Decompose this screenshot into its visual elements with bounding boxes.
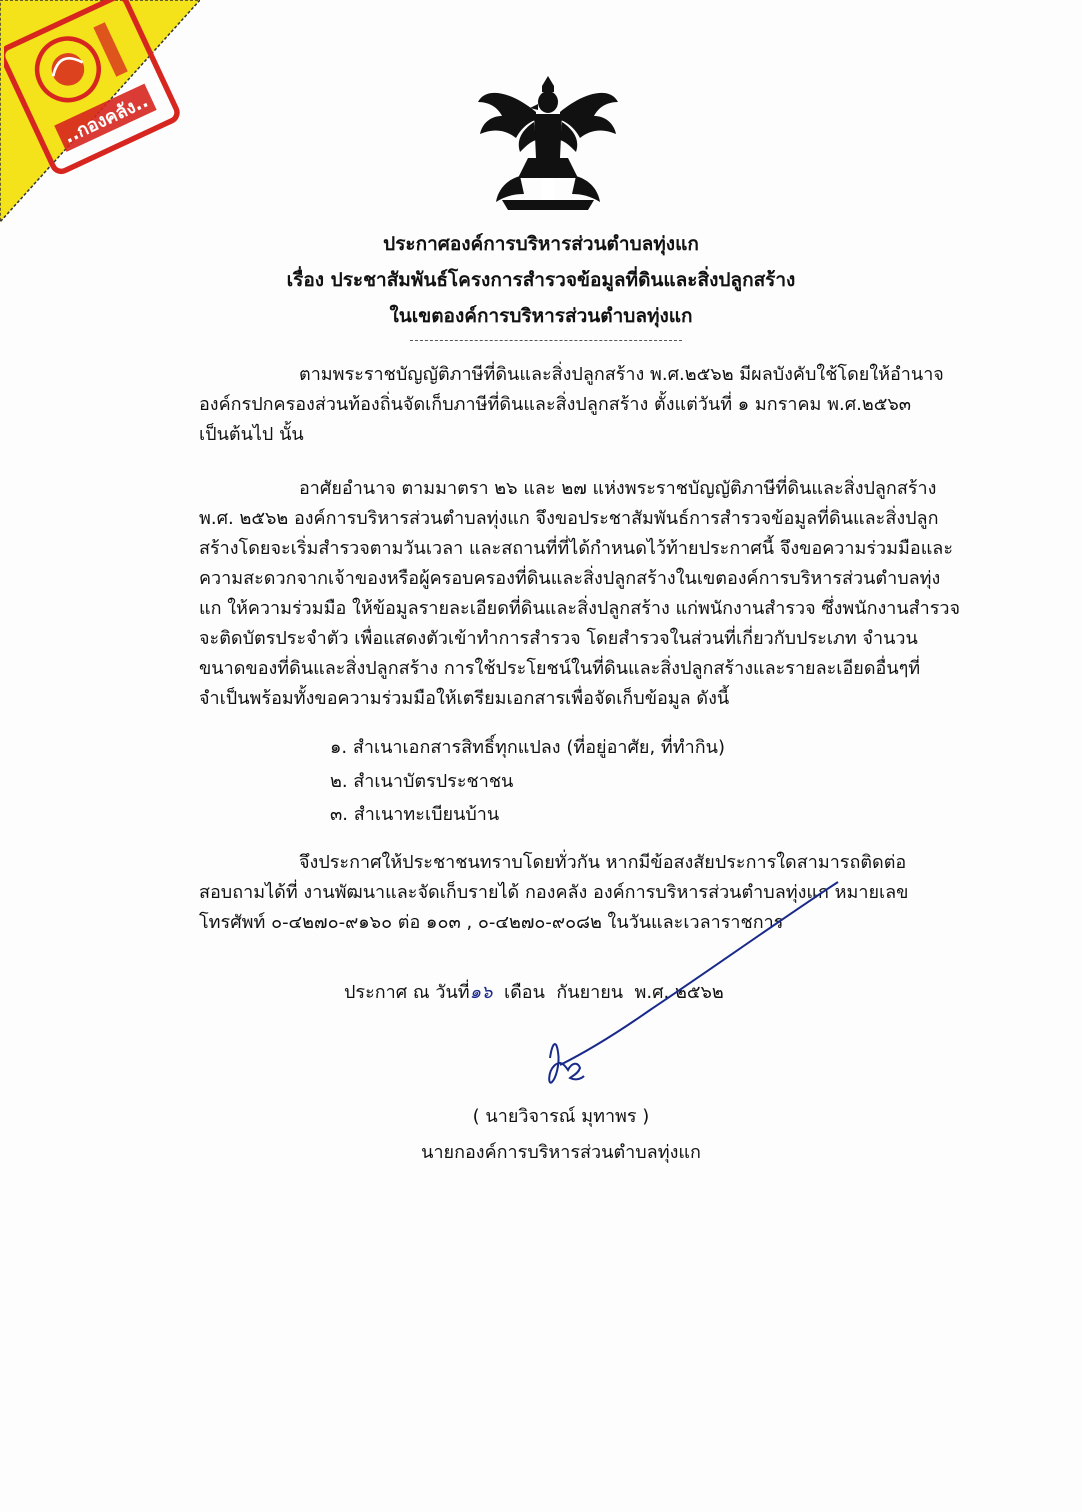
list-item: ๒. สำเนาบัตรประชาชน (330, 771, 514, 792)
paragraph-line: เป็นต้นไป นั้น (199, 424, 304, 445)
garuda-emblem (472, 72, 624, 214)
paragraph-line: อาศัยอำนาจ ตามมาตรา ๒๖ และ ๒๗ แห่งพระราชบัญญัติภาษีที่ดินและสิ่งปลูกสร้าง (299, 478, 937, 499)
paragraph-authority (199, 474, 961, 714)
paragraph-line: จึงประกาศให้ประชาชนทราบโดยทั่วกัน หากมีข้อสงสัยประการใดสามารถติดต่อ (299, 852, 907, 873)
announcement-title: ประกาศองค์การบริหารส่วนตำบลทุ่งแก (383, 233, 699, 255)
date-month: กันยายน (556, 982, 624, 1003)
paragraph-line: โทรศัพท์ ๐-๔๒๗๐-๙๑๖๐ ต่อ ๑๐๓ , ๐-๔๒๗๐-๙๐๘๒ ในวันและเวลาราชการ (199, 912, 784, 933)
signature (520, 880, 840, 1110)
date-year: พ.ศ. ๒๕๖๒ (634, 982, 724, 1003)
paragraph-line: ขนาดของที่ดินและสิ่งปลูกสร้าง การใช้ประโยชน์ในที่ดินและสิ่งปลูกสร้างและรายละเอียดอื่นๆที่ (199, 658, 921, 679)
heading-divider (410, 340, 682, 341)
paragraph-intro (199, 360, 951, 450)
announcement-subject: เรื่อง ประชาสัมพันธ์โครงการสำรวจข้อมูลที่ดินและสิ่งปลูกสร้าง (286, 269, 796, 291)
paragraph-line: องค์กรปกครองส่วนท้องถิ่นจัดเก็บภาษีที่ดินและสิ่งปลูกสร้าง ตั้งแต่วันที่ ๑ มกราคม พ.ศ.๒๕๖๓ (199, 394, 912, 415)
svg-text:..กองคลัง..: ..กองคลัง.. (60, 90, 152, 148)
paragraph-line: สอบถามได้ที่ งานพัฒนาและจัดเก็บรายได้ กองคลัง องค์การบริหารส่วนตำบลทุ่งแก หมายเลข (199, 882, 909, 903)
announcement-scope: ในเขตองค์การบริหารส่วนตำบลทุ่งแก (389, 305, 693, 327)
department-stamp (4, 0, 204, 182)
paragraph-line: จำเป็นพร้อมทั้งขอความร่วมมือให้เตรียมเอกสารเพื่อจัดเก็บข้อมูล ดังนี้ (199, 688, 730, 709)
paragraph-line: สร้างโดยจะเริ่มสำรวจตามวันเวลา และสถานที่ที่ได้กำหนดไว้ท้ายประกาศนี้ จึงขอความร่วมมือและ (199, 538, 953, 559)
paragraph-line: พ.ศ. ๒๕๖๒ องค์การบริหารส่วนตำบลทุ่งแก จึงขอประชาสัมพันธ์การสำรวจข้อมูลที่ดินและสิ่งปลูก (199, 508, 939, 529)
paragraph-line: แก ให้ความร่วมมือ ให้ข้อมูลรายละเอียดที่ดินและสิ่งปลูกสร้าง แก่พนักงานสำรวจ ซึ่งพนักงานสำรวจ (199, 598, 961, 619)
signatory-title: นายกองค์การบริหารส่วนตำบลทุ่งแก (421, 1142, 701, 1163)
paragraph-line: ตามพระราชบัญญัติภาษีที่ดินและสิ่งปลูกสร้าง พ.ศ.๒๕๖๒ มีผลบังคับใช้โดยให้อำนาจ (299, 364, 944, 385)
list-item: ๑. สำเนาเอกสารสิทธิ์ทุกแปลง (ที่อยู่อาศัย, ที่ทำกิน) (330, 737, 725, 758)
paragraph-line: ความสะดวกจากเจ้าของหรือผู้ครอบครองที่ดินและสิ่งปลูกสร้างในเขตองค์การบริหารส่วนตำบลทุ่ง (199, 568, 941, 589)
signatory-name: ( นายวิจารณ์ มุทาพร ) (472, 1106, 650, 1127)
date-day: ๑๖ (469, 982, 493, 1003)
list-item: ๓. สำเนาทะเบียนบ้าน (330, 804, 500, 825)
date-prefix: ประกาศ ณ วันที่ (344, 982, 470, 1003)
date-month-label: เดือน (503, 982, 545, 1003)
paragraph-line: จะติดบัตรประจำตัว เพื่อแสดงตัวเข้าทำการสำรวจ โดยสำรวจในส่วนที่เกี่ยวกับประเภท จำนวน (199, 628, 918, 649)
